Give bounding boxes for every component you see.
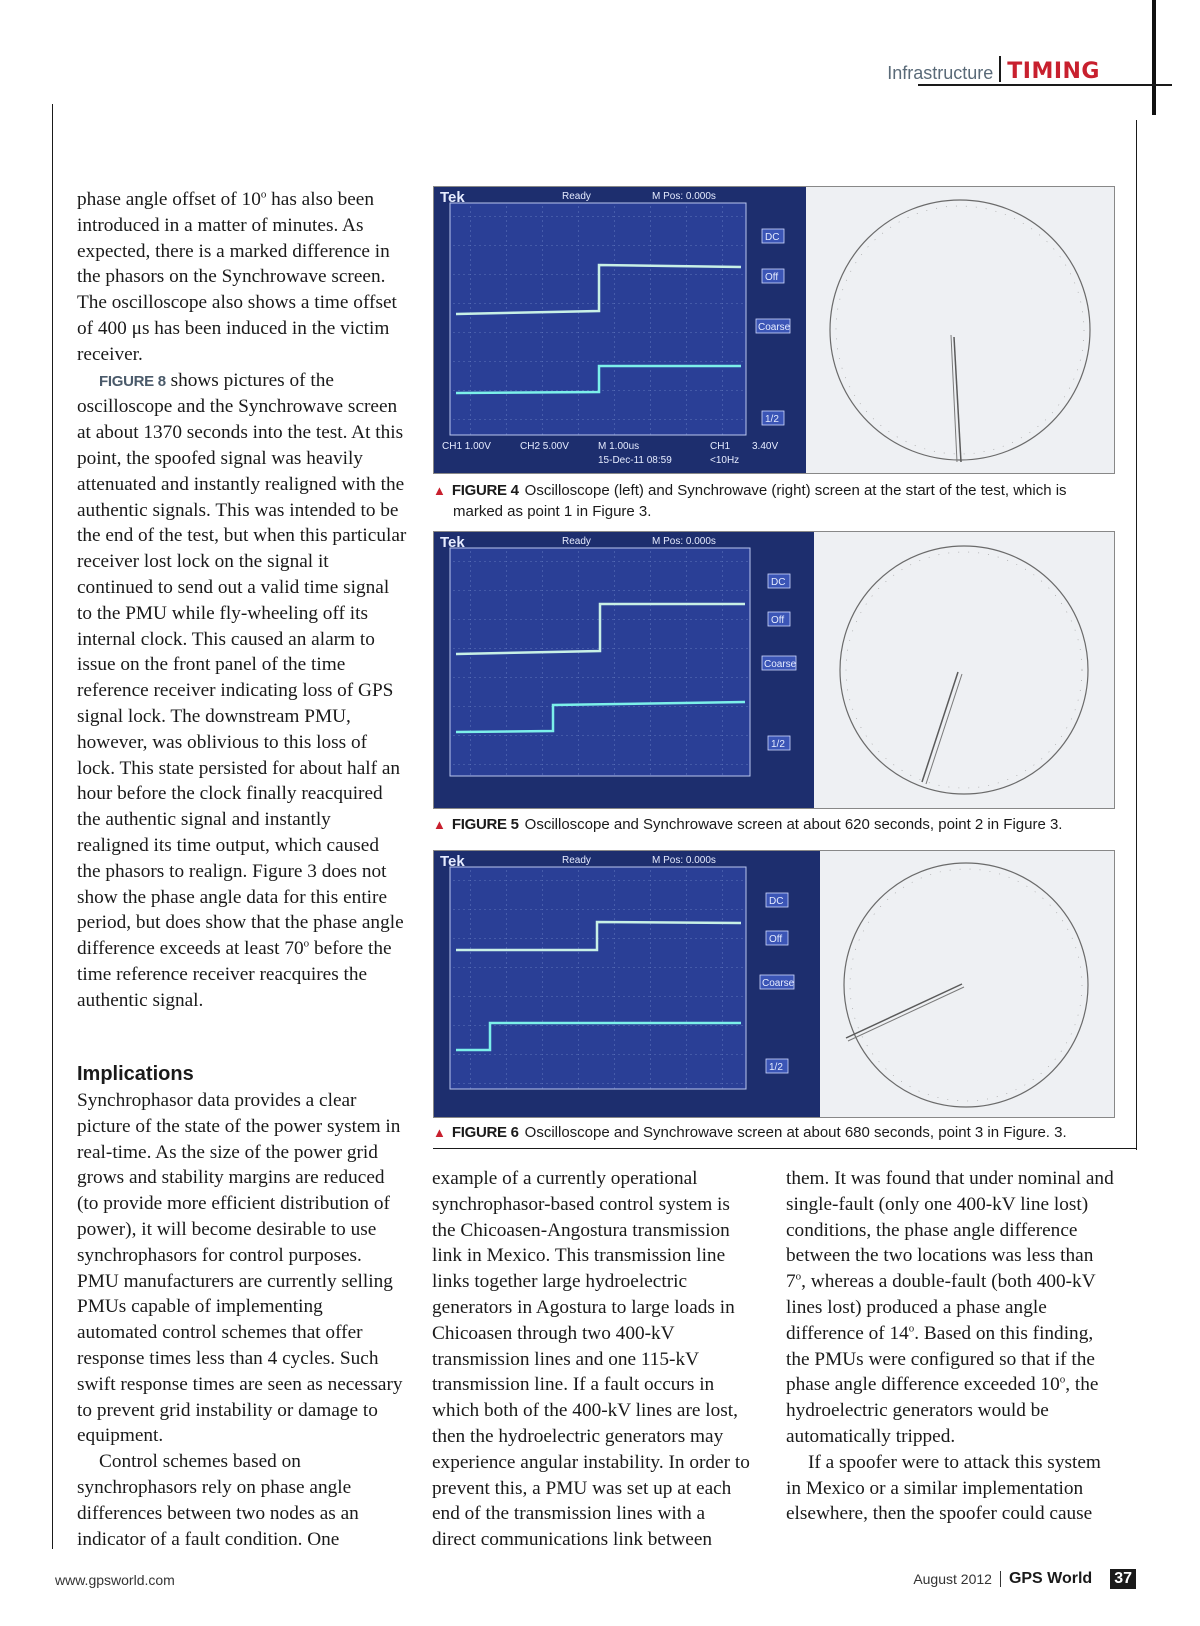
figure-4-caption: ▲ FIGURE 4 Oscilloscope (left) and Synchrowave (right) screen at the start of the test, which is marked as point 1 in Figure 3. xyxy=(433,482,1067,520)
caption-triangle-icon: ▲ xyxy=(433,1125,446,1140)
footer-date: August 2012 xyxy=(913,1571,992,1587)
button-coarse: Coarse xyxy=(758,322,791,333)
paragraph: FIGURE 8 shows pictures of the oscilloscope and the Synchrowave screen at about 1370 seconds into the test. At this point, the spoofed signal was heavily attenuated and instantly realigned with the authentic signals. This was intended to be the end of the test, but when this particular receiver lost lock on the signal it continued to send out a valid time signal to the PMU while fly-wheeling off its internal clock. This caused an alarm to issue on the front panel of the time reference receiver indicating loss of GPS signal lock. The downstream PMU, however, was oblivious to this loss of lock. This state persisted for about half an hour before the clock finally reacquired the authentic signal and instantly realigned its time output, which caused the phasors to realign. Figure 3 does not show the phase angle data for this entire period, but does show that the phase angle difference exceeds at least 70$^o$ before the time reference receiver reacquires the authentic signal. xyxy=(77,369,407,1011)
scope-readout: M 1.00us xyxy=(598,441,640,452)
text-column-1 xyxy=(77,187,407,1014)
scope-readout: 15-Dec-11 08:59 xyxy=(598,455,672,466)
figure-4-photo xyxy=(433,186,1115,474)
scope-mpos: M Pos: 0.000s xyxy=(652,536,716,547)
button-off: Off xyxy=(769,934,783,945)
scope-readout: CH1 xyxy=(710,441,731,452)
scope-readout: CH1 1.00V xyxy=(442,441,491,452)
text-column-3 xyxy=(786,1166,1116,1527)
section-label: Infrastructure xyxy=(887,63,994,83)
button-dc: DC xyxy=(765,232,780,243)
scope-status: Ready xyxy=(562,191,591,202)
section-title: TIMING xyxy=(1007,59,1100,84)
running-header xyxy=(887,48,1100,84)
header-divider xyxy=(999,56,1001,82)
paragraph: Control schemes based on synchrophasors rely on phase angle differences between two nodes as an indicator of a fault condition. One xyxy=(77,1451,359,1550)
button-half: 1/2 xyxy=(771,739,785,750)
footer-magazine: GPS World xyxy=(1008,1570,1093,1587)
figure-6-caption: ▲ FIGURE 6 Oscilloscope and Synchrowave screen at about 680 seconds, point 3 in Figure. 3. xyxy=(433,1124,1067,1141)
paragraph: Synchrophasor data provides a clear picture of the state of the power system in real-time. As the size of the power grid grows and stability margins are reduced (to provide more efficient distribution of power), it will become desirable to use synchrophasors for control purposes. PMU manufacturers are currently selling PMUs capable of implementing automated control schemes that offer response times less than 4 cycles. Such swift response times are seen as necessary to prevent grid instability or damage to equipment. xyxy=(77,1090,403,1447)
scope-brand: Tek xyxy=(440,534,465,551)
scope-status: Ready xyxy=(562,855,591,866)
figure-6-photo xyxy=(433,850,1115,1118)
text-column-1-lower xyxy=(77,1088,407,1552)
scope-readout: 3.40V xyxy=(752,441,779,452)
footer-url: www.gpsworld.com xyxy=(55,1572,175,1588)
footer-divider xyxy=(1000,1571,1001,1587)
figure-5-photo xyxy=(433,531,1115,809)
button-half: 1/2 xyxy=(765,414,779,425)
paragraph: phase angle offset of 10$^o$ has also been introduced in a matter of minutes. As expected, there is a marked difference in the phasors on the Synchrowave screen. The oscilloscope also shows a time offset of 400 μs has been induced in the victim receiver. xyxy=(77,188,397,365)
text-column-2 xyxy=(432,1166,752,1553)
paragraph: them. It was found that under nominal and single-fault (only one 400-kV line lost) conditions, the phase angle difference between the two locations was less than 7$^o$, whereas a double-fault (both 400-kV lines lost) produced a phase angle difference of 14$^o$. Based on this finding, the PMUs were configured so that if the phase angle difference exceeded 10$^o$, the hydroelectric generators would be automatically tripped. xyxy=(786,1168,1114,1447)
paragraph: If a spoofer were to attack this system in Mexico or a similar implementation elsewhere, then the spoofer could cause xyxy=(786,1451,1101,1525)
scope-status: Ready xyxy=(562,536,591,547)
crop-mark xyxy=(1152,0,1156,115)
scope-brand: Tek xyxy=(440,189,465,206)
scope-mpos: M Pos: 0.000s xyxy=(652,191,716,202)
caption-triangle-icon: ▲ xyxy=(433,817,446,832)
subheading-implications: Implications xyxy=(77,1063,194,1085)
scope-brand: Tek xyxy=(440,853,465,870)
figure-rule-vertical xyxy=(1136,120,1137,1150)
scope-readout: <10Hz xyxy=(710,455,740,466)
button-off: Off xyxy=(771,615,785,626)
figure-rule-horizontal xyxy=(433,1148,1137,1149)
button-coarse: Coarse xyxy=(764,659,797,670)
paragraph: example of a currently operational synchrophasor-based control system is the Chicoasen-Angostura transmission link in Mexico. This transmission line links together large hydroelectric generators in Agostura to large loads in Chicoasen through two 400-kV transmission lines and one 115-kV transmission line. If a fault occurs in which both of the 400-kV lines are lost, then the hydroelectric generators may experience angular instability. In order to prevent this, a PMU was set up at each end of the transmission lines with a direct communications link between xyxy=(432,1168,750,1551)
figure-reference: FIGURE 8 xyxy=(99,372,166,390)
button-off: Off xyxy=(765,272,779,283)
column-rule xyxy=(52,104,53,1549)
scope-readout: CH2 5.00V xyxy=(520,441,569,452)
footer-right xyxy=(913,1569,1136,1589)
header-rule xyxy=(918,84,1172,86)
button-dc: DC xyxy=(769,896,784,907)
caption-triangle-icon: ▲ xyxy=(433,483,446,498)
button-half: 1/2 xyxy=(769,1062,783,1073)
figure-5-caption: ▲ FIGURE 5 Oscilloscope and Synchrowave screen at about 620 seconds, point 2 in Figure 3. xyxy=(433,816,1063,833)
page-number: 37 xyxy=(1110,1569,1136,1589)
scope-mpos: M Pos: 0.000s xyxy=(652,855,716,866)
button-dc: DC xyxy=(771,577,786,588)
button-coarse: Coarse xyxy=(762,978,795,989)
